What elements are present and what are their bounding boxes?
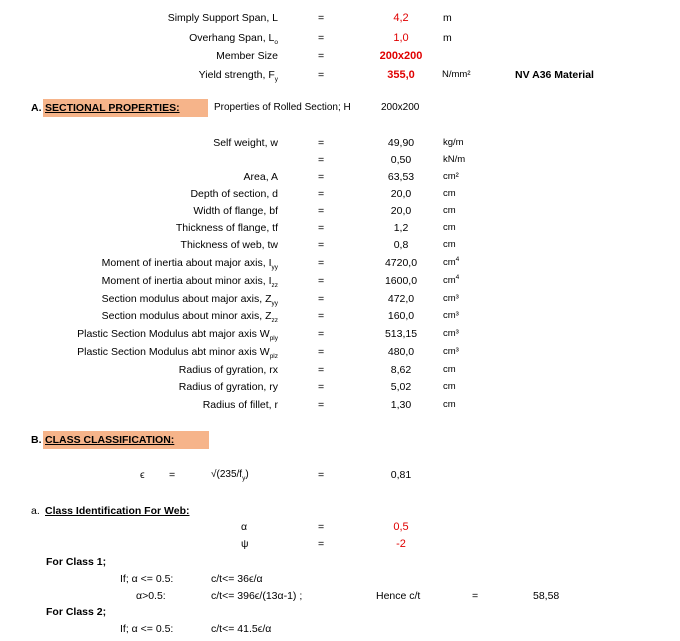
property-eq: = <box>318 188 325 200</box>
rolled-section-value: 200x200 <box>381 102 420 113</box>
property-value: 5,02 <box>390 381 412 393</box>
property-unit: $cm^4$ <box>443 255 460 268</box>
property-value: 1600,0 <box>384 275 418 287</box>
overhang-value[interactable]: 1,0 <box>393 32 409 44</box>
property-value: 0,8 <box>393 239 409 251</box>
epsilon-symbol: ϵ <box>140 469 145 481</box>
property-label: Plastic Section Modulus abt minor axis $W_{plz}$ <box>77 346 278 361</box>
class2-rule1: c/t<= 41.5ϵ/α <box>211 623 272 635</box>
overhang-unit: m <box>443 32 452 44</box>
yield-label: Yield strength, $F_y$ <box>198 69 278 84</box>
section-a-title: SECTIONAL PROPERTIES: <box>45 102 180 114</box>
property-eq: = <box>318 171 325 183</box>
property-label: Section modulus about minor axis, $Z_{zz}$ <box>101 310 278 325</box>
hence-value: 58,58 <box>533 590 560 602</box>
property-label: Plastic Section Modulus abt major axis $W_{ply}$ <box>77 328 278 343</box>
epsilon-formula: $√(235/f_y)$ <box>211 469 249 482</box>
property-label: Depth of section, d <box>190 188 278 200</box>
material-note: NV A36 Material <box>515 69 594 81</box>
property-eq: = <box>318 154 325 166</box>
alpha-eq: = <box>318 521 325 533</box>
property-unit: cm <box>443 205 456 216</box>
property-unit: kg/m <box>443 137 464 148</box>
property-label: Thickness of web, tw <box>180 239 278 251</box>
property-label: Radius of fillet, r <box>202 399 278 411</box>
class1-cond1: If; α <= 0.5: <box>120 573 174 585</box>
property-eq: = <box>318 293 325 305</box>
property-unit: cm <box>443 381 456 392</box>
property-value: 513,15 <box>384 328 418 340</box>
property-value: 49,90 <box>387 137 415 149</box>
property-label: Area, A <box>243 171 278 183</box>
property-label: Radius of gyration, ry <box>178 381 278 393</box>
rolled-section-label: Properties of Rolled Section; H <box>214 102 351 113</box>
span-label: Simply Support Span, L <box>167 12 278 24</box>
epsilon-eq2: = <box>318 469 325 481</box>
property-value: 63,53 <box>387 171 415 183</box>
epsilon-value: 0,81 <box>390 469 412 481</box>
property-value: 4720,0 <box>384 257 418 269</box>
yield-eq: = <box>318 69 325 81</box>
member-value[interactable]: 200x200 <box>379 50 423 62</box>
property-value: 20,0 <box>390 205 412 217</box>
class2-title: For Class 2; <box>46 606 107 618</box>
hence-label: Hence c/t <box>376 590 421 602</box>
property-label: Thickness of flange, tf <box>175 222 278 234</box>
property-eq: = <box>318 310 325 322</box>
property-value: 1,30 <box>390 399 412 411</box>
property-unit: $cm^4$ <box>443 273 460 286</box>
overhang-label: Overhang Span, $L_o$ <box>189 32 278 47</box>
property-value: 0,50 <box>390 154 412 166</box>
psi-value[interactable]: -2 <box>396 538 406 550</box>
property-eq: = <box>318 239 325 251</box>
span-eq: = <box>318 12 325 24</box>
span-unit: m <box>443 12 452 24</box>
yield-value[interactable]: 355,0 <box>387 69 415 81</box>
property-unit: cm² <box>443 171 459 182</box>
hence-eq: = <box>472 590 479 602</box>
property-eq: = <box>318 364 325 376</box>
property-value: 20,0 <box>390 188 412 200</box>
property-value: 480,0 <box>387 346 415 358</box>
property-value: 8,62 <box>390 364 412 376</box>
property-label: Section modulus about major axis, $Z_{yy}$ <box>101 293 278 308</box>
property-unit: cm³ <box>443 310 459 321</box>
property-unit: kN/m <box>443 154 466 165</box>
section-a-header <box>43 99 208 117</box>
class1-rule2: c/t<= 396ϵ/(13α-1) ; <box>211 590 303 602</box>
section-b-title: CLASS CLASSIFICATION: <box>45 434 175 446</box>
property-label: Moment of inertia about minor axis, $I_{zz}$ <box>101 275 278 290</box>
property-unit: cm <box>443 222 456 233</box>
property-eq: = <box>318 346 325 358</box>
section-b-prefix: B. <box>31 434 42 446</box>
class2-cond1: If; α <= 0.5: <box>120 623 174 635</box>
property-unit: cm <box>443 239 456 250</box>
property-eq: = <box>318 399 325 411</box>
property-label: Moment of inertia about major axis, $I_{yy}$ <box>101 257 278 272</box>
property-value: 1,2 <box>393 222 409 234</box>
overhang-eq: = <box>318 32 325 44</box>
property-eq: = <box>318 328 325 340</box>
alpha-symbol: α <box>241 521 248 533</box>
epsilon-eq1: = <box>169 469 176 481</box>
property-unit: cm <box>443 188 456 199</box>
web-prefix: a. <box>31 505 40 517</box>
property-value: 472,0 <box>387 293 415 305</box>
alpha-value[interactable]: 0,5 <box>393 521 409 533</box>
section-b-header <box>43 431 209 449</box>
property-unit: cm³ <box>443 293 459 304</box>
class1-title: For Class 1; <box>46 556 107 568</box>
property-eq: = <box>318 205 325 217</box>
member-eq: = <box>318 50 325 62</box>
span-value[interactable]: 4,2 <box>393 12 409 24</box>
property-unit: cm³ <box>443 346 459 357</box>
property-eq: = <box>318 257 325 269</box>
property-eq: = <box>318 381 325 393</box>
property-unit: cm <box>443 399 456 410</box>
property-label: Self weight, w <box>213 137 278 149</box>
property-label: Width of flange, bf <box>193 205 278 217</box>
psi-symbol: ψ <box>241 538 249 550</box>
property-eq: = <box>318 137 325 149</box>
class1-cond2: α>0.5: <box>136 590 166 602</box>
web-title: Class Identification For Web: <box>45 505 190 517</box>
property-value: 160,0 <box>387 310 415 322</box>
psi-eq: = <box>318 538 325 550</box>
property-label: Radius of gyration, rx <box>178 364 278 376</box>
property-eq: = <box>318 275 325 287</box>
member-label: Member Size <box>216 50 278 62</box>
property-eq: = <box>318 222 325 234</box>
section-a-prefix: A. <box>31 102 42 114</box>
property-unit: cm³ <box>443 328 459 339</box>
class1-rule1: c/t<= 36ϵ/α <box>211 573 263 585</box>
yield-unit: N/mm² <box>442 69 471 80</box>
property-unit: cm <box>443 364 456 375</box>
